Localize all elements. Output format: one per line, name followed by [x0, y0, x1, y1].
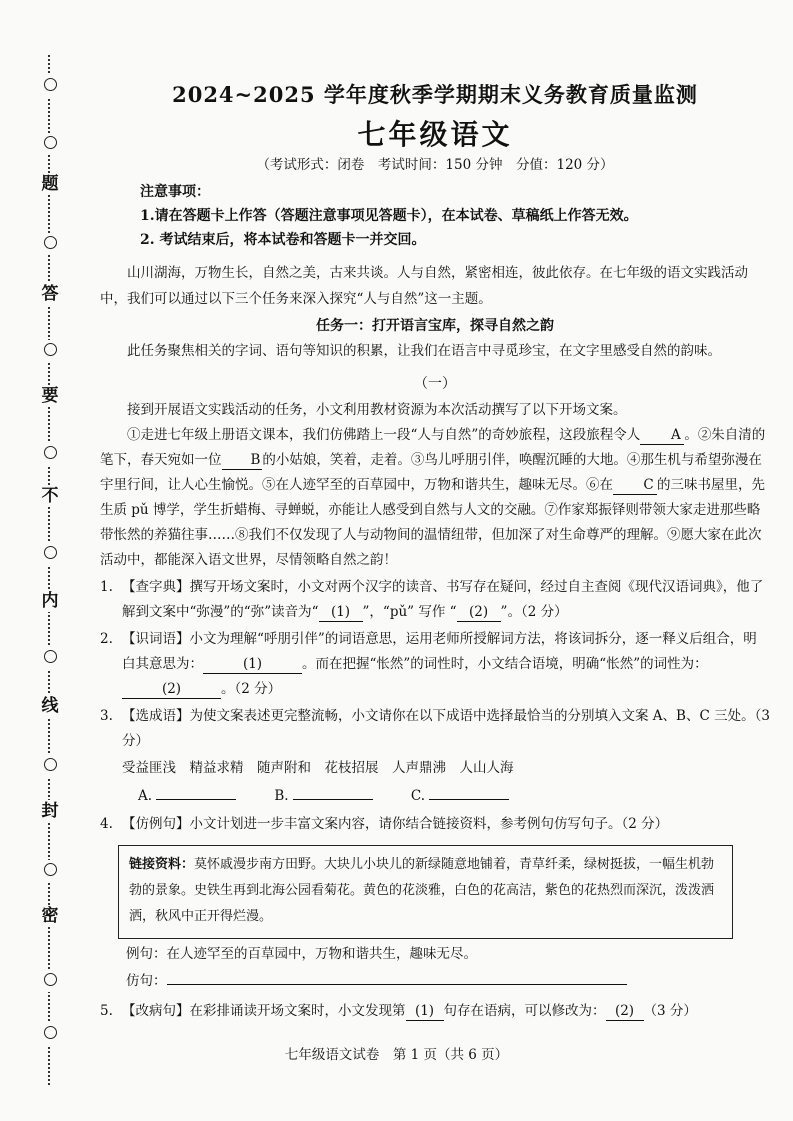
binding-dotted-line — [48, 55, 50, 1085]
notes-section — [140, 180, 770, 252]
abc-answer-row — [100, 782, 770, 810]
question-3 — [100, 704, 770, 754]
binding-circle — [30, 647, 70, 669]
link-material-box — [118, 845, 733, 939]
question-text: 。（2 分） — [221, 681, 282, 697]
binding-char: 密 — [30, 905, 70, 927]
notes-item-2: 2. 考试结束后，将本试卷和答题卡一并交回。 — [140, 232, 426, 248]
binding-char: 要 — [30, 385, 70, 407]
blank-b: B — [222, 451, 263, 470]
notes-title: 注意事项： — [140, 184, 210, 200]
answer-label-c: C. — [410, 788, 425, 804]
answer-blank[interactable]: (2) — [122, 680, 221, 699]
exam-page — [100, 78, 770, 1024]
binding-char: 题 — [30, 173, 70, 195]
question-text: 【改病句】在彩排诵读开场文案时，小文发现第 — [122, 1003, 406, 1019]
answer-blank[interactable]: (2) — [457, 603, 501, 622]
answer-label-a: A. — [138, 788, 153, 804]
imitation-answer-line[interactable] — [167, 970, 627, 985]
binding-circle — [30, 133, 70, 155]
imitation-row — [100, 968, 770, 995]
binding-circle — [30, 860, 70, 882]
answer-line-b[interactable] — [293, 785, 373, 800]
link-material-label: 链接资料： — [129, 857, 195, 872]
binding-char: 内 — [30, 590, 70, 612]
binding-circle — [30, 443, 70, 465]
binding-circle — [30, 340, 70, 362]
binding-circle — [30, 543, 70, 565]
binding-circle — [30, 1023, 70, 1045]
opening-copy — [100, 423, 770, 573]
answer-blank[interactable]: (1) — [203, 655, 302, 674]
exam-title: 2024~2025 学年度秋季学期期末义务教育质量监测 — [172, 82, 698, 107]
copy-text: 的小姑娘，笑着，走着。③鸟儿呼朋引伴，唤醒沉睡的大地。④那生机与希望弥漫在宇里行间，让人心生愉悦。⑤在人迹罕至的百草园中，万物和谐共生，趣味无尽。⑥在 — [100, 452, 762, 493]
question-4 — [100, 812, 770, 837]
binding-char: 封 — [30, 800, 70, 822]
binding-circle — [30, 233, 70, 255]
question-2 — [100, 627, 770, 702]
copy-text: ②朱自清的笔下，春天宛如一位 — [100, 427, 766, 468]
question-text: 【仿例句】小文计划进一步丰富文案内容，请你结合链接资料，参考例句仿写句子。（2 分） — [122, 816, 669, 832]
imitation-label: 仿句： — [126, 973, 167, 989]
question-text: 【识词语】小文为理解“呼朋引伴”的词语意思，运用老师所授解词方法，将该词拆分，逐一释义后组合，明白其意思为： — [122, 631, 757, 672]
binding-char: 答 — [30, 283, 70, 305]
copy-text: 。 — [684, 427, 698, 443]
link-material-text: 莫怀戚漫步南方田野。大块儿小块儿的新绿随意地铺着，青草纤柔，绿树挺拔，一幅生机勃勃的景象。史铁生再到北海公园看菊花。黄色的花淡雅，白色的花高洁，紫色的花热烈而深沉，泼泼洒洒，秋风中正开得烂漫。 — [129, 857, 715, 924]
notes-item-1: 1.请在答题卡上作答（答题注意事项见答题卡），在本试卷、草稿纸上作答无效。 — [140, 208, 638, 224]
question-text: 【选成语】为使文案表述更完整流畅，小文请你在以下成语中选择最恰当的分别填入文案 A、B、C 三处。（3 分） — [122, 708, 770, 749]
intro-paragraph: 山川湖海，万物生长，自然之美，古来共谈。人与自然，紧密相连，彼此依存。在七年级的语文实践活动中，我们可以通过以下三个任务来深入探究“人与自然”这一主题。 — [100, 265, 748, 307]
task-1-title: 任务一：打开语言宝库，探寻自然之韵 — [316, 318, 554, 334]
question-text: ”。（2 分） — [500, 604, 568, 620]
blank-a: A — [640, 426, 684, 445]
answer-blank[interactable]: (2) — [606, 1002, 644, 1021]
answer-label-b: B. — [274, 788, 289, 804]
question-5 — [100, 999, 770, 1024]
answer-line-a[interactable] — [156, 785, 236, 800]
subject-title: 七年级语文 — [357, 118, 513, 151]
blank-c: C — [613, 476, 657, 495]
section-label: （一） — [414, 376, 456, 392]
question-1 — [100, 575, 770, 625]
question-text: 【查字典】撰写开场文案时，小文对两个汉字的读音、书写存在疑问，经过自主查阅《现代汉语词典》，他了解到文案中“弥漫”的“弥”读音为“ — [122, 579, 764, 620]
answer-blank[interactable]: (1) — [319, 603, 363, 622]
binding-char: 线 — [30, 695, 70, 717]
question-number: 3. — [100, 708, 113, 724]
example-sentence: 例句：在人迹罕至的百草园中，万物和谐共生，趣味无尽。 — [126, 946, 477, 962]
exam-info: （考试形式：闭卷 考试时间：150 分钟 分值：120 分） — [256, 157, 614, 173]
binding-char: 不 — [30, 485, 70, 507]
binding-circle — [30, 970, 70, 992]
question-number: 4. — [100, 816, 113, 832]
answer-line-c[interactable] — [429, 785, 509, 800]
question-number: 5. — [100, 1003, 113, 1019]
question-text: ”，“pǔ” 写作 “ — [362, 604, 457, 620]
page-footer: 七年级语文试卷 第 1 页（共 6 页） — [284, 1047, 509, 1063]
copy-text: 的三味书屋里，先生质 pǔ 博学，学生折蜡梅、寻蝉蜕，亦能让人感受到自然与人文的交融。⑦作家郑振铎则带领大家走进那些略带怅然的养猫往事……⑧我们不仅发现了人与动物间的温情纽带，但加深了对生命尊严的理解。⑨愿大家在此次活动中，都能深入语文世界，尽情领略自然之韵！ — [100, 477, 765, 568]
binding-margin — [30, 55, 70, 1085]
question-number: 2. — [100, 631, 113, 647]
question-text: 。而在把握“怅然”的词性时，小文结合语境，明确“怅然”的词性为： — [302, 656, 708, 672]
binding-circle — [30, 75, 70, 97]
idiom-options: 受益匪浅 精益求精 随声附和 花枝招展 人声鼎沸 人山人海 — [122, 760, 514, 776]
copy-text: ①走进七年级上册语文课本，我们仿佛踏上一段“人与自然”的奇妙旅程，这段旅程令人 — [127, 427, 641, 443]
binding-circle — [30, 755, 70, 777]
answer-blank[interactable]: (1) — [406, 1002, 444, 1021]
question-text: （3 分） — [643, 1003, 697, 1019]
section-lead: 接到开展语文实践活动的任务，小文利用教材资源为本次活动撰写了以下开场文案。 — [127, 402, 627, 418]
question-text: 句存在语病，可以修改为： — [443, 1003, 606, 1019]
question-number: 1. — [100, 579, 113, 595]
task-1-description: 此任务聚焦相关的字词、语句等知识的积累，让我们在语言中寻觅珍宝，在文字里感受自然的韵味。 — [127, 343, 721, 359]
